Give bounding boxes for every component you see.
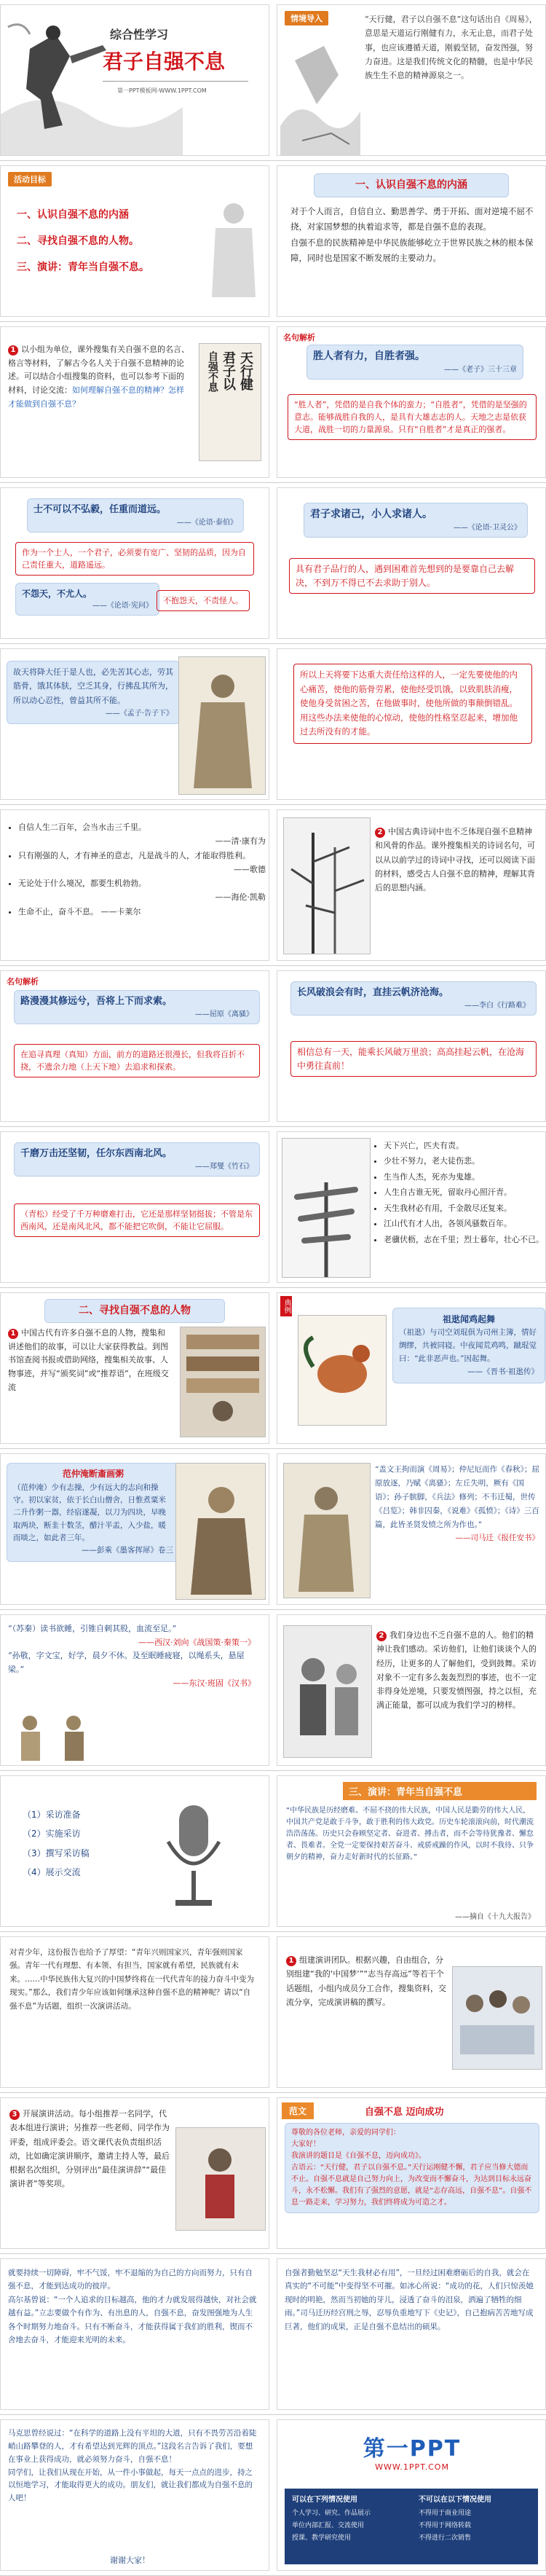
slide-simaqian[interactable] [277, 1453, 546, 1605]
slide-mottos[interactable] [0, 809, 269, 961]
zuti-title: 祖逖闻鸡起舞 [442, 1314, 495, 1324]
row-3 [0, 322, 546, 483]
poem-item: • 老骥伏枥，志在千里；烈士暮年，壮心不已。 [384, 1232, 546, 1247]
goal-3: 三、演讲：青年当自强不息。 [17, 262, 149, 273]
row-8 [0, 1127, 546, 1288]
xlm-quote-box [290, 981, 537, 1016]
contest-photo [175, 2127, 266, 2231]
microphone-icon [139, 1791, 248, 1915]
fzy-box [7, 1463, 180, 1562]
task2-num: 2 [375, 828, 385, 838]
find-body: 中国古代有许多自强不息的人物，搜集和讲述他们的故事，可以让大家获得教益。到图书馆查阅书报或借助网络，搜集相关故事、人物事迹，并写“颁奖词”或“推荐语”，在班级交流 [8, 1328, 169, 1392]
brand-right-item: 不得用于商业用途 [419, 2510, 472, 2517]
contest-text [9, 2107, 170, 2191]
fzy-source: ——彭乘《墨客挥犀》卷三 [82, 1546, 173, 1555]
row-16 [0, 2415, 546, 2576]
title-main: 君子自强不息 [103, 50, 226, 74]
intro-tag: 情境导入 [285, 11, 328, 25]
fzy-portrait [175, 1463, 266, 1600]
library-svg [181, 1327, 265, 1437]
rooster-svg [298, 1316, 386, 1425]
slide-speech-end[interactable] [0, 2419, 269, 2571]
title-line [103, 81, 248, 82]
interview-svg [284, 1626, 371, 1757]
team-svg [453, 1967, 542, 2069]
slide-quote-laozi[interactable] [277, 326, 546, 478]
row-4 [0, 483, 546, 644]
zuti-text: （祖逖）与司空刘琨俱为司州主簿，情好绸缪，共被同寝。中夜闻荒鸡鸣，蹴琨觉曰：“此非恶声也。”因起舞。 [399, 1328, 537, 1364]
poem-item: • 天下兴亡，匹夫有责。 [384, 1138, 546, 1153]
step-item: （1）采访准备 [23, 1810, 81, 1820]
steps-list [23, 1805, 90, 1882]
slide-fanzhongyan[interactable] [0, 1453, 269, 1605]
lunyu1-source: ——《论语·泰伯》 [176, 518, 237, 527]
task2-body: 中国古典诗词中也不乏体现自强不息精神和风骨的作品。课外搜集相关的诗词名句，可以从以前学过的诗词中寻找，还可以阅读下面的材料，感受古人自强不息的精神，理解其背后的思想内涵。 [375, 827, 535, 892]
mottos-list [7, 820, 266, 919]
step-item: （2）实施采访 [23, 1829, 81, 1839]
zuti-box [392, 1308, 545, 1383]
scholar-figure [179, 657, 265, 794]
fzy-svg [176, 1464, 265, 1599]
speech-cont2-text: 自强者勤勉坚忍“天生我材必有用”，一旦经过困难磨砺后的自我，就会在真实的“不可能”中变得坚不可摧。如冰心所说：“成功的花，人们只惊羡她现时的明艳，然而当初她的芽儿，浸透了奋斗的泪泉，洒遍了牺牲的细雨。”司马迁历经宫刑之辱，忍辱负重地写下《史记》，自己抱病苦苦地写成巨著，他们的成果，正是自强不息结出的硕果。 [285, 2269, 534, 2331]
slide-zuti[interactable] [277, 1292, 546, 1444]
slide-lunyu-2[interactable] [277, 487, 546, 639]
laozi-explain: “胜人者”，凭借的是自我个体的蛮力；“自胜者”，凭借的是坚强的意志。能够战胜自我的人，是具有大雄志志的人。天地之志是依获大道，战胜一切的力量源泉。只有“自胜者”才是真正的强者。 [288, 394, 537, 440]
suqin-source: ——西汉·刘向《战国策·秦策一》 [138, 1637, 256, 1647]
slide-speech[interactable] [277, 1775, 546, 1927]
laozi-quote-box [306, 345, 523, 380]
poem-item: • 人生自古谁无死，留取丹心照汗青。 [384, 1185, 546, 1200]
row-13 [0, 1932, 546, 2093]
lisao-explain: 在追寻真理（真知）方面，前方的道路还很漫长，但我将百折不挠，不遗余力地（上天下地）去追求和探索。 [14, 1044, 260, 1077]
calligraphy-scroll [199, 343, 261, 461]
lunyu2-quote-box [15, 583, 159, 616]
brand-right-item: 不得用于网络转载 [419, 2522, 472, 2530]
team-photo [452, 1966, 542, 2070]
library-photo [180, 1327, 266, 1437]
sample-tag: 范文 [282, 2102, 314, 2119]
slide-interview-steps[interactable] [0, 1775, 269, 1927]
sample-title: 自强不息 迈向成功 [365, 2107, 444, 2118]
poems-list [372, 1138, 546, 1247]
mencius-source: ——《孟子·告子下》 [105, 709, 173, 718]
poem-item: • 江山代有才人出，各领风骚数百年。 [384, 1216, 546, 1231]
lunyu3-source: ——《论语·卫灵公》 [453, 524, 521, 532]
motto-item: • 生命不止，奋斗不息。 ——卡莱尔 [18, 905, 266, 919]
slide-youth[interactable] [0, 1936, 269, 2088]
zuti-tag: 典例 [280, 1296, 292, 1316]
lisao-quote-box [14, 990, 260, 1024]
suqin-box [8, 1622, 256, 1690]
pine-svg [282, 1139, 370, 1277]
connotation-heading: 一、认识自强不息的内涵 [314, 173, 509, 197]
slide-task-interview[interactable] [277, 1614, 546, 1766]
row-2 [0, 161, 546, 322]
laozi-quote: 胜人者有力，自胜者强。 [313, 350, 425, 362]
brand-sub: WWW.1PPT.COM [375, 2462, 449, 2472]
youth-text: 对青少年，这份报告也给予了厚望：“青年兴则国家兴，青年强则国家强。青年一代有理想、有本领、有担当，国家就有希望，民族就有未来。……中华民族伟大复兴的中国梦终将在一代代青年的接力奋斗中变为现实。”那么，我们青少年应该如何继承这种自强不息的精神呢？请以“自强不息”为话题，组织一次演讲活动。 [9, 1948, 254, 2011]
zuti-source: ——《晋书·祖逖传》 [467, 1367, 539, 1376]
xlm-source: ——李白《行路难》 [464, 1001, 530, 1010]
ink-landscape [280, 31, 360, 155]
callig-col-1: 天行健 [238, 351, 253, 390]
xlm-quote: 长风破浪会有时，直挂云帆济沧海。 [297, 987, 449, 998]
row-1 [0, 0, 546, 161]
speech-thanks: 谢谢大家！ [110, 2556, 150, 2565]
lunyu2-source: ——《论语·宪问》 [92, 602, 153, 610]
task1-num: 1 [8, 345, 18, 356]
find-text [8, 1327, 173, 1394]
zhushi-source: ——郑燮《竹石》 [195, 1162, 253, 1171]
lunyu1-quote-box [27, 498, 244, 533]
row-10 [0, 1449, 546, 1610]
brand-logo [321, 2430, 503, 2472]
fzy-text: （范仲淹）少有志操，少有远大的志向和操守。初以家贫，依于长白山僧舍，日惟煮粟米二升作粥一器，经宿遂凝，以刀为四块，早晚取两块，断韭十数茎，醋汁半盂，入少盐，暖而啖之，如此者三年。 [13, 1483, 166, 1543]
team-body: 组建演讲团队。根据兴趣，自由组合，分别组建“我的‘中国梦’”“志当存高远”等若干个话题组，小组内成员分工合作，搜集资料，交流分享，完成演讲稿的撰写。 [286, 1955, 446, 2007]
motto-item: • 只有刚强的人，才有神圣的意志，凡是战斗的人，才能取得胜利。 ——歌德 [18, 849, 266, 877]
mencius-portrait [178, 656, 266, 795]
goals-tag: 活动目标 [8, 172, 52, 186]
title-subtitle: 综合性学习 [110, 28, 169, 42]
lunyu3-quote: 君子求诸己，小人求诸人。 [310, 508, 432, 520]
slide-task-2[interactable] [277, 809, 546, 961]
brand-left-item: 单位内部汇报、交流使用 [292, 2522, 365, 2530]
pine-painting [282, 1138, 371, 1278]
slide-brand[interactable] [277, 2419, 546, 2571]
title-site: 第一PPT模板网-WWW.1PPT.COM [117, 87, 207, 94]
task2-text [375, 825, 539, 895]
slide-xinglunan[interactable] [277, 970, 546, 1122]
brand-col-right-title: 不可以在以下情况使用 [419, 2496, 491, 2504]
speech-heading: 三、演讲：青年当自强不息 [343, 1782, 537, 1800]
slide-task-1[interactable] [0, 326, 269, 478]
brand-right-list [419, 2508, 471, 2545]
slide-connotation[interactable] [277, 165, 546, 317]
callig-col-2: 君子以 [221, 351, 236, 390]
speech-source: ——摘自《十九大报告》 [455, 1913, 535, 1921]
lisao-tag: 名句解析 [7, 977, 39, 986]
simaqian-source: ——司马迁《报任安书》 [455, 1534, 539, 1543]
slide-suqin[interactable] [0, 1614, 269, 1766]
speech-end-text: 马克思曾经说过：“在科学的道路上没有平坦的大道，只有不畏劳苦沿着陡峭山路攀登的人，才有希望达到光辉的顶点。”这段名言告诉了我们，要想在事业上获得成功，就必须努力奋斗，自强不息！ 同学们，让我们从现在开始，从一件小事做起，每天一点点的进步，持之以恒地学习，才能取得更大的成功。朋友们，就让我们都成为自强不息的人吧！ [8, 2429, 257, 2503]
slide-team[interactable] [277, 1936, 546, 2088]
find-heading: 二、寻找自强不息的人物 [44, 1299, 225, 1323]
poem-item: • 生当作人杰，死亦为鬼雄。 [384, 1169, 546, 1185]
lunyu2-quote: 不怨天，不尤人。 [22, 589, 92, 599]
contest-num: 3 [9, 2110, 20, 2120]
row-5 [0, 644, 546, 805]
team-text [286, 1953, 446, 2009]
row-6 [0, 805, 546, 966]
find-num: 1 [8, 1329, 18, 1339]
brand-left-item: 授课、教学研究使用 [292, 2534, 352, 2542]
brand-main: 第一PPT [363, 2436, 462, 2462]
motto-item: • 自信人生二百年，会当水击三千里。 ——清·康有为 [18, 820, 266, 849]
speech-cont1-text: 就要持续一切障碍，牢不气馁，牢不退缩的为自己的方向而努力，只有自强不息，才能到达成功的彼岸。 高尔基曾说：“一个人追求的目标越高，他的才力就发展得越快，对社会就越有益。”立志要做个有作为、有出息的人，自强不息，奋发图强地为人生各个时期努力地奋斗。只有不断奋斗，才能获得属于我们的胜利，锲而不舍地去奋斗，才能迎来光明的未来。 [8, 2269, 257, 2344]
simaqian-box [375, 1463, 539, 1545]
lunyu2-explain: 不抱怨天，不责怪人。 [157, 590, 250, 611]
task1-text [8, 343, 190, 411]
figure-silhouette [205, 195, 263, 305]
interview-body: 我们身边也不乏自强不息的人。他们的精神让我们感动。采访他们，让他们谈谈个人的经历，让更多的人了解他们，受到鼓舞。采访对象不一定有多么轰轰烈烈的事迹，也不一定非得身处逆境，只要发愤图强，持之以恒，充满正能量，都可以成为我们学习的榜样。 [376, 1630, 537, 1711]
laozi-source: ——《老子》三十三章 [444, 366, 517, 374]
slide-find-people[interactable] [0, 1292, 269, 1444]
speech-text: “中华民族是历经磨难、不屈不挠的伟大民族，中国人民是勤劳的伟大人民，中国共产党是敢于斗争，敢于胜利的伟大政党。历史车轮滚滚向前，时代潮流浩浩荡荡。历史只会眷顾坚定者、奋进者、搏击者，而不会等待犹豫者、懈怠者、畏难者。全党一定要保持艰苦奋斗、戒骄戒躁的作风，以时不我待、只争朝夕的精神，奋力走好新时代的长征路。” [286, 1807, 534, 1861]
lisao-source: ——屈原《离骚》 [195, 1010, 253, 1018]
brand-left-item: 个人学习、研究、作品展示 [292, 2510, 371, 2517]
zhushi-quote-box [14, 1142, 260, 1177]
slide-goals[interactable] [0, 165, 269, 317]
interview-text [376, 1628, 539, 1713]
laozi-tag: 名句解析 [283, 333, 315, 342]
task1-question: 如何理解自强不息的精神？怎样才能做到自强不息？ [8, 385, 184, 409]
slide-zhushi[interactable] [0, 1131, 269, 1283]
row-9 [0, 1288, 546, 1449]
simaqian-text: “盖文王拘而演《周易》；仲尼厄而作《春秋》；屈原放逐，乃赋《离骚》；左丘失明，厥有《国语》；孙子膑脚，《兵法》修列；不韦迁蜀，世传《吕览》；韩非囚秦，《说难》《孤愤》；《诗》三百篇，此皆圣贤发愤之所为作也。” [375, 1465, 539, 1529]
lunyu1-quote: 士不可以不弘毅，任重而道远。 [33, 504, 167, 515]
lisao-quote: 路漫漫其修远兮，吾将上下而求索。 [20, 996, 173, 1007]
fzy-title: 范仲淹断齑画粥 [62, 1469, 124, 1479]
goal-1: 一、认识自强不息的内涵 [17, 209, 129, 221]
intro-text: “天行健，君子以自强不息”这句话出自《周易》，意思是天道运行刚健有力，永无止息，而君子处事，也应该遵循天道，刚毅坚韧，奋发图强，努力奋进。这是我们传统文化的精髓，也是中华民族生生不息的精神源泉之一。 [365, 15, 537, 80]
interview-photo [283, 1625, 372, 1758]
poem-item: • 天生我材必有用，千金散尽还复来。 [384, 1201, 546, 1216]
slide-lisao[interactable] [0, 970, 269, 1122]
bamboo-painting [283, 817, 371, 954]
zhushi-explain: （青松）经受了千万种磨难打击，它还是那样坚韧挺拔；不管是东西南风，还是南风北风，都不能把它吹倒，不能让它屈服。 [14, 1203, 260, 1237]
scholars-illustration [8, 1705, 110, 1764]
interview-num: 2 [376, 1631, 387, 1641]
brand-left-list [292, 2508, 371, 2545]
sunjing-source: ——东汉·班固《汉书》 [173, 1678, 256, 1688]
slide-speech-cont-1[interactable] [0, 2258, 269, 2410]
slide-title[interactable] [0, 4, 269, 156]
team-num: 1 [286, 1956, 296, 1966]
rooster-painting [298, 1315, 387, 1426]
lunyu3-quote-box [304, 503, 528, 538]
brand-panel [285, 2489, 538, 2564]
brand-right-item: 不得进行二次销售 [419, 2534, 472, 2542]
slide-intro[interactable] [277, 4, 546, 156]
slide-sample-speech[interactable] [277, 2097, 546, 2249]
mencius-text: 故天将降大任于是人也，必先苦其心志，劳其筋骨，饿其体肤，空乏其身，行拂乱其所为，所以动心忍性，曾益其所不能。 [13, 667, 173, 705]
row-7 [0, 966, 546, 1127]
simaqian-svg [284, 1464, 370, 1598]
simaqian-portrait [283, 1463, 371, 1598]
row-15 [0, 2254, 546, 2415]
slide-lunyu-1[interactable] [0, 487, 269, 639]
sunjing-quote: “孙敬，字文宝，好学，晨夕不休。及至眠睡疲寝，以绳系头，悬屋梁。” [8, 1651, 245, 1675]
contest-svg [176, 2128, 265, 2230]
suqin-quote: “（苏秦）读书欲睡，引锥自刺其股，血流至足。” [8, 1624, 177, 1633]
row-14 [0, 2093, 546, 2254]
slide-mencius-explain[interactable] [277, 648, 546, 800]
task1-body: 以小组为单位，课外搜集有关自强不息的名言、格言等材料，了解古今名人关于自强不息精神的论述。可以结合小组搜集的资料，也可以参考下面的材料，讨论交流： [8, 345, 189, 396]
mencius-quote-box [7, 661, 180, 724]
slide-speech-cont-2[interactable] [277, 2258, 546, 2410]
connotation-text: 对于个人而言，自信自立、勤思善学、勇于开拓、面对逆境不屈不挠，对家国梦想的执着追求等，都是自强不息的表现。 自强不息的民族精神是中华民族能够屹立于世界民族之林的根本保障，同时也是国家不断发展的主要动力。 [290, 206, 534, 263]
bamboo-svg [284, 818, 370, 954]
goal-2: 二、寻找自强不息的人物。 [17, 235, 139, 247]
sample-text: 尊敬的各位老师，亲爱的同学们： 大家好！ 我演讲的题目是《自强不息，迈向成功》。 古语云：“天行健，君子以自强不息。”天行运刚健不懈，君子应当修大德而不止。自强不息就是自己努力向上，为改变而不懈奋斗，为达到目标永远奋斗，永不松懈。我们有了强烈的意愿，就是“志存高远，自强不息”。自强不息一路走来，学习努力，我们终将成为可造之才。 [285, 2123, 539, 2213]
xlm-explain: 相信总有一天，能乘长风破万里浪；高高挂起云帆，在沧海中勇往直前！ [290, 1041, 537, 1077]
row-12 [0, 1771, 546, 1932]
poem-item: • 少壮不努力，老大徒伤悲。 [384, 1153, 546, 1169]
brand-col-left-title: 可以在下列情况使用 [292, 2496, 357, 2504]
step-item: （3）撰写采访稿 [23, 1847, 90, 1858]
slide-mencius[interactable] [0, 648, 269, 800]
callig-col-3: 自强不息 [207, 351, 218, 392]
contest-body: 开展演讲活动。每小组推荐一名同学，代表本组进行演讲；另推荐一些老师、同学作为评委，组成评委会。语文课代表负责组织活动，比如确定演讲顺序，邀请主持人等，最后根据名次组织，分别评出“最佳演讲辞”“最佳演讲者”等奖项。 [9, 2109, 170, 2189]
row-11 [0, 1610, 546, 1771]
lunyu1-explain: 作为一个士人，一个君子，必须要有宽广、坚韧的品质，因为自己责任重大，道路遥远。 [15, 542, 254, 576]
lunyu3-explain: 具有君子品行的人，遇到困难首先想到的是要靠自己去解决，不到万不得已不去求助于别人。 [289, 558, 535, 594]
motto-item: • 无论处于什么境况，都要生机勃勃。 ——海伦·凯勒 [18, 876, 266, 905]
zhushi-quote: 千磨万击还坚韧，任尔东西南北风。 [20, 1148, 173, 1159]
step-item: （4）展示交流 [23, 1867, 81, 1878]
slide-contest[interactable] [0, 2097, 269, 2249]
slide-poems-list[interactable] [277, 1131, 546, 1283]
mencius-explain: 所以上天将要下达重大责任给这样的人，一定先要使他的内心痛苦，使他的筋骨劳累，使他经受饥饿，以致肌肤消瘦，使他身受贫困之苦，在他做事时，使他所做的事颠倒错乱。用这些办法来使他的心惊动，使他的性格坚忍起来，增加他过去所没有的才能。 [293, 664, 532, 744]
